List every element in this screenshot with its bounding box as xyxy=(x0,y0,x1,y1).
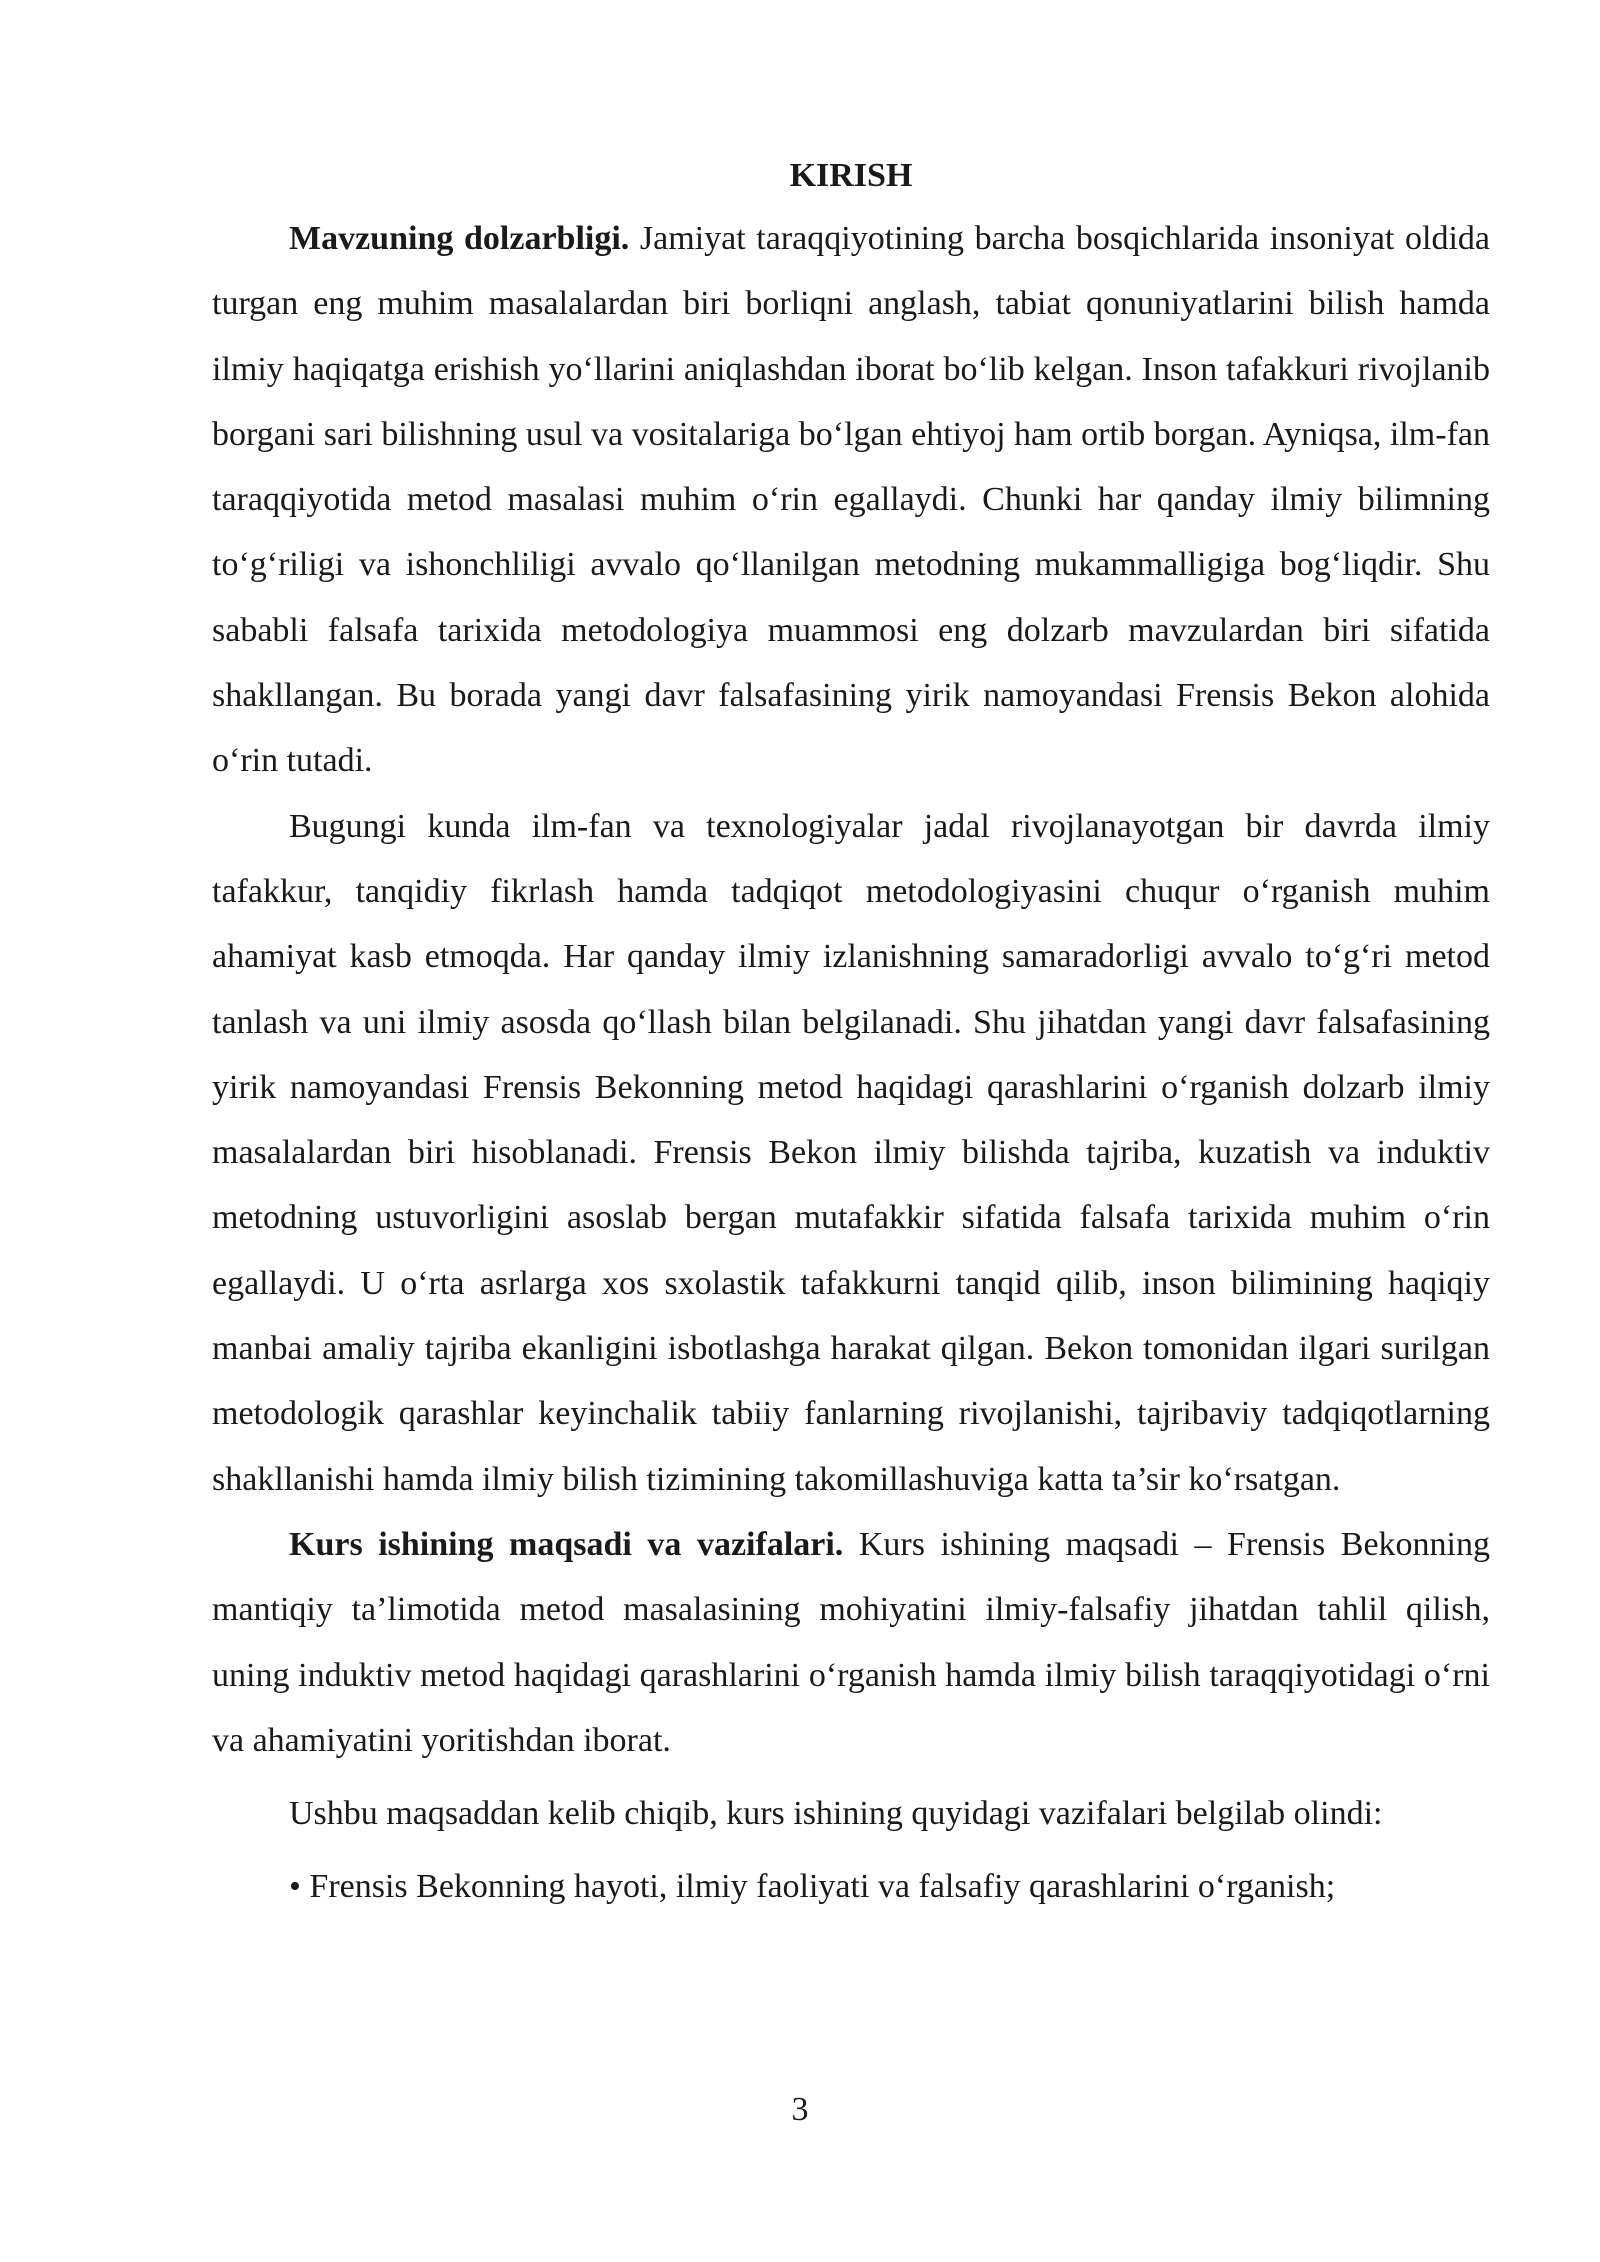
paragraph-lead: Mavzuning dolzarbligi. xyxy=(289,220,630,257)
paragraph-lead: Kurs ishining maqsadi va vazifalari. xyxy=(289,1525,844,1563)
list-item: • Frensis Bekonning hayoti, ilmiy faoliyati va falsafiy qarashlarini o‘rganish; xyxy=(289,1868,1336,1906)
paragraph-goal xyxy=(212,1512,1490,1773)
paragraph-relevance xyxy=(212,206,1490,794)
paragraph-text: Kurs ishining maqsadi – Frensis Bekonning mantiqiy ta’limotida metod masalasining mohiyatini ilmiy-falsafiy jihatdan tahlil qilish, uning induktiv metod haqidagi qarashlarini o‘rganish hamda ilmiy bilish taraqqiyotidagi o‘rni va ahamiyatini yoritishdan iborat. xyxy=(212,1525,1491,1759)
paragraph-tasks-intro: Ushbu maqsaddan kelib chiqib, kurs ishining quyidagi vazifalari belgilab olindi: xyxy=(289,1795,1383,1833)
page-number: 3 xyxy=(791,2091,809,2128)
document-page xyxy=(212,150,1490,1920)
section-title: KIRISH xyxy=(789,157,913,194)
paragraph-context: Bugungi kunda ilm-fan va texnologiyalar jadal rivojlanayotgan bir davrda ilmiy tafakkur, tanqidiy fikrlash hamda tadqiqot metodologiyasini chuqur o‘rganish muhim ahamiyat kasb etmoqda. Har qanday ilmiy izlanishning samaradorligi avvalo to‘g‘ri metod tanlash va uni ilmiy asosda qo‘llash bilan belgilanadi. Shu jihatdan yangi davr falsafasining yirik namoyandasi Frensis Bekonning metod haqidagi qarashlarini o‘rganish dolzarb ilmiy masalalardan biri hisoblanadi. Frensis Bekon ilmiy bilishda tajriba, kuzatish va induktiv metodning ustuvorligini asoslab bergan mutafakkir sifatida falsafa tarixida muhim o‘rin egallaydi. U o‘rta asrlarga xos sxolastik tafakkurni tanqid qilib, inson bilimining haqiqiy manbai amaliy tajriba ekanligini isbotlashga harakat qilgan. Bekon tomonidan ilgari surilgan metodologik qarashlar keyinchalik tabiiy fanlarning rivojlanishi, tajribaviy tadqiqotlarning shakllanishi hamda ilmiy bilish tizimining takomillashuviga katta ta’sir ko‘rsatgan. xyxy=(212,807,1490,1498)
paragraph-text: Jamiyat taraqqiyotining barcha bosqichlarida insoniyat oldida turgan eng muhim masalalardan biri borliqni anglash, tabiat qonuniyatlarini bilish hamda ilmiy haqiqatga erishish yo‘llarini aniqlashdan iborat bo‘lib kelgan. Inson tafakkuri rivojlanib borgani sari bilishning usul va vositalariga bo‘lgan ehtiyoj ham ortib borgan. Ayniqsa, ilm-fan taraqqiyotida metod masalasi muhim o‘rin egallaydi. Chunki har qanday ilmiy bilimning to‘g‘riligi va ishonchliligi avvalo qo‘llanilgan metodning mukammalligiga bog‘liqdir. Shu sababli falsafa tarixida metodologiya muammosi eng dolzarb mavzulardan biri sifatida shakllangan. Bu borada yangi davr falsafasining yirik namoyandasi Frensis Bekon alohida o‘rin tutadi. xyxy=(212,220,1490,780)
